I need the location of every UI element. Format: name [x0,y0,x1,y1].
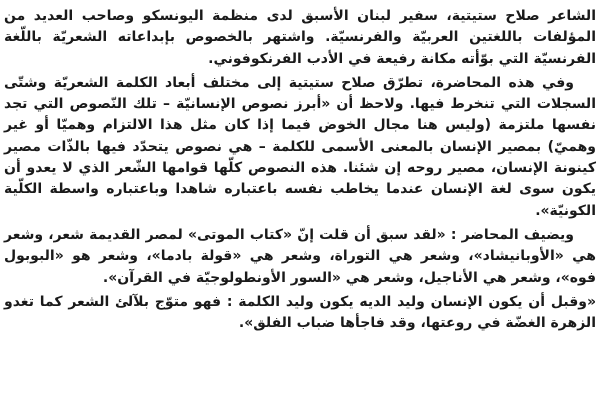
paragraph-intro: الشاعر صلاح ستيتية، سفير لبنان الأسبق لدى منظمة اليونسكو وصاحب العديد من المؤلفات باللغتين العربيّة والفرنسيّة. واشتهر بالخصوص بإبداعاته الشعريّة باللّغة الفرنسيّة التي بوّأته مكانة رفيعة في الأدب الفرنكوفوني. [4,8,596,67]
paragraph-closing-quote: «وقبل أن يكون الإنسان وليد الديه يكون وليد الكلمة : فهو متوّج بلآلئ الشعر كما تغدو الزهرة الغضّة في روعتها، وقد فاجأها ضباب الفلق». [4,293,596,332]
paragraph-quote-texts: ويضيف المحاضر : «لقد سبق أن قلت إنّ «كتاب الموتى» لمصر القديمة شعر، وشعر هي «الأوبانيشاد»، وشعر هي التوراة، وشعر هي «قولة بادما»، وشعر هو «البوبول فوه»، وشعر هي الأناجيل، وشعر هي «السور الأونطولوجيّة في القرآن». [4,226,596,286]
paragraph-lecture: وفي هذه المحاضرة، تطرّق صلاح ستيتية إلى مختلف أبعاد الكلمة الشعريّة وشتّى السجلات التي تنخرط فيها. ولاحظ أن «أبرز نصوص الإنسانيّة – تلك النّصوص التي تجد نفسها ملتزمة (وليس هنا مجال الخوض فيما إذا كان مثل هذا الالتزام وهميّا أو غير وهميّ) بمصير الإنسان بالمعنى الأسمى للكلمة – هي نصوص يتحدّد فيها بالذّات مصير كينونة الإنسان، مصير روحه إن شئنا. هذه النصوص كلّها قوامها الشّعر الذي لا يعدو أن يكون سوى لغة الإنسان عندما يخاطب نفسه باعتباره شاهدا وباعتباره واسطة الكلّية الكونيّة». [4,74,596,219]
article-body [4,6,596,400]
